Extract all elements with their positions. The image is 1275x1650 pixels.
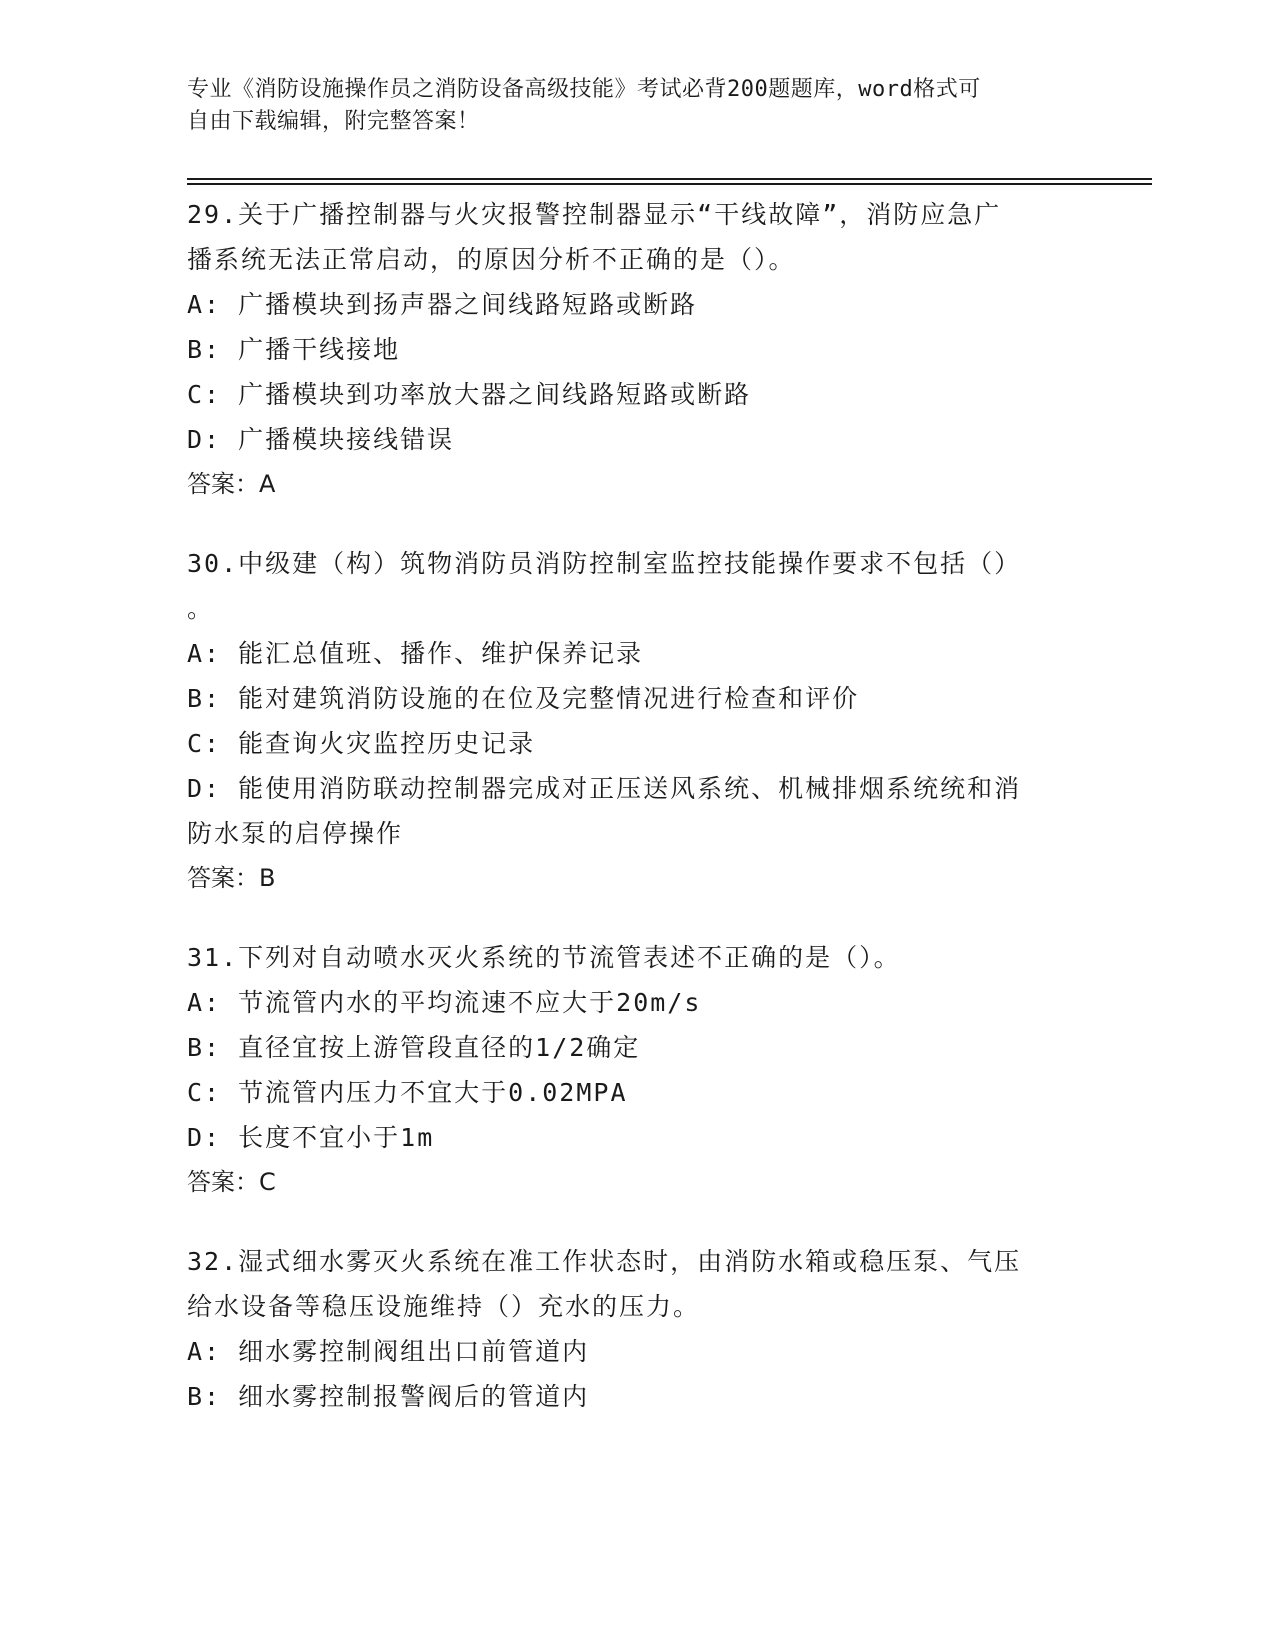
- question-text: 播系统无法正常启动，的原因分析不正确的是（）。: [187, 245, 796, 274]
- option-b: B: 能对建筑消防设施的在位及完整情况进行检查和评价: [187, 684, 860, 713]
- question-text: 给水设备等稳压设施维持（）充水的压力。: [187, 1292, 701, 1321]
- option-a: A: 细水雾控制阀组出口前管道内: [187, 1337, 590, 1366]
- answer-label: 答案：B: [187, 864, 276, 892]
- option-a: A: 广播模块到扬声器之间线路短路或断路: [187, 290, 698, 319]
- question-30: [187, 541, 1087, 901]
- question-text: 29.关于广播控制器与火灾报警控制器显示“干线故障”，消防应急广: [187, 200, 1002, 229]
- answer-label: 答案：A: [187, 470, 276, 498]
- question-text: 31.下列对自动喷水灭火系统的节流管表述不正确的是（）。: [187, 943, 901, 972]
- header-line-2: 自由下载编辑，附完整答案！: [187, 109, 480, 134]
- question-text: 32.湿式细水雾灭火系统在准工作状态时，由消防水箱或稳压泵、气压: [187, 1247, 1022, 1276]
- option-d-continued: 防水泵的启停操作: [187, 819, 404, 848]
- question-text: 。: [187, 594, 215, 623]
- option-d: D: 能使用消防联动控制器完成对正压送风系统、机械排烟系统统和消: [187, 774, 1022, 803]
- header-divider-top: [187, 178, 1152, 180]
- question-text: 30.中级建（构）筑物消防员消防控制室监控技能操作要求不包括（）: [187, 549, 1022, 578]
- option-c: C: 能查询火灾监控历史记录: [187, 729, 536, 758]
- header-divider-bottom: [187, 183, 1152, 185]
- question-32: [187, 1239, 1087, 1419]
- question-31: [187, 935, 1087, 1205]
- option-c: C: 广播模块到功率放大器之间线路短路或断路: [187, 380, 752, 409]
- option-d: D: 广播模块接线错误: [187, 425, 455, 454]
- option-b: B: 细水雾控制报警阀后的管道内: [187, 1382, 590, 1411]
- question-29: [187, 192, 1087, 507]
- option-d: D: 长度不宜小于1m: [187, 1123, 435, 1152]
- header-line-1: 专业《消防设施操作员之消防设备高级技能》考试必背200题题库，word格式可: [187, 77, 981, 102]
- option-a: A: 能汇总值班、播作、维护保养记录: [187, 639, 644, 668]
- option-b: B: 直径宜按上游管段直径的1/2确定: [187, 1033, 641, 1062]
- question-list: [187, 192, 1087, 1453]
- document-header: [187, 74, 1067, 138]
- option-b: B: 广播干线接地: [187, 335, 401, 364]
- option-a: A: 节流管内水的平均流速不应大于20m/s: [187, 988, 702, 1017]
- option-c: C: 节流管内压力不宜大于0.02MPA: [187, 1078, 628, 1107]
- answer-label: 答案：C: [187, 1168, 276, 1196]
